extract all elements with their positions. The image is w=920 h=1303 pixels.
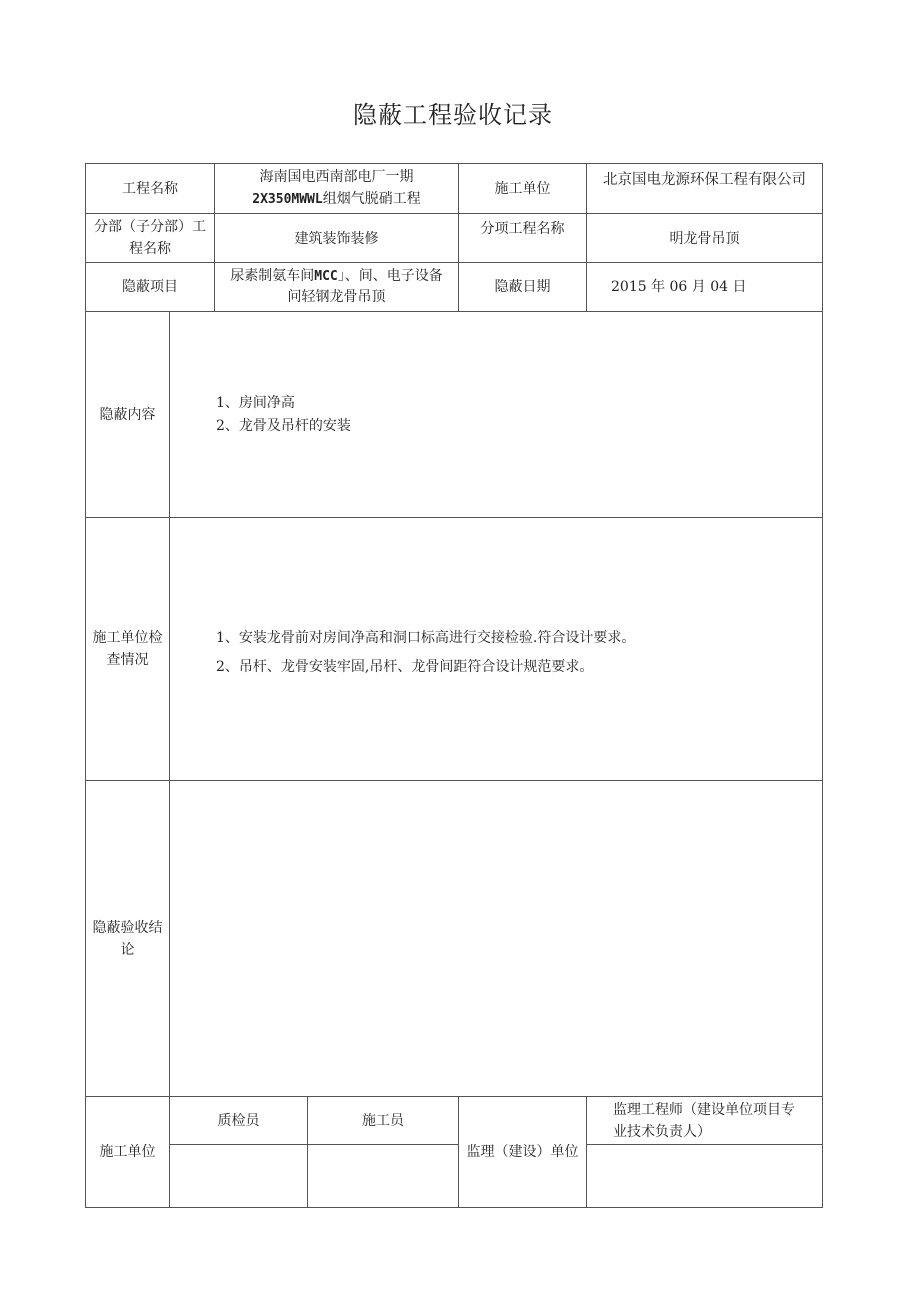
hidden-date-value: 2015 年 06 月 04 日 <box>611 279 747 295</box>
inspection-line: 2、吊杆、龙骨安装牢固,吊杆、龙骨间距符合设计规范要求。 <box>216 659 594 675</box>
hidden-content-line: 1、房间净高 <box>216 395 295 411</box>
project-name-label: 工程名称 <box>122 180 178 197</box>
hidden-content-line: 2、龙骨及吊杆的安装 <box>216 418 351 434</box>
subitem-value: 明龙骨吊顶 <box>669 231 740 247</box>
table-border-bottom <box>85 1207 823 1208</box>
contractor-label: 施工单位 <box>494 180 551 197</box>
conclusion-label-line2: 论 <box>120 941 135 958</box>
inspection-line: 1、安装龙骨前对房间净高和洞口标高进行交接检验.符合设计要求。 <box>216 630 636 646</box>
inspection-label <box>86 518 169 780</box>
division-value: 建筑装饰装修 <box>294 231 379 247</box>
hidden-item-line1-a: 尿素制氨车间 <box>230 268 315 284</box>
builder-label: 施工员 <box>362 1112 404 1129</box>
engineer-label-line1: 监理工程师（建设单位项目专 <box>613 1101 795 1118</box>
hidden-item-line1 <box>230 266 442 287</box>
document-title: 隐蔽工程验收记录 <box>353 101 553 129</box>
row-divider <box>85 780 823 781</box>
row-divider <box>85 517 823 518</box>
table-border-right <box>822 163 823 1208</box>
hidden-item-value <box>215 263 458 311</box>
engineer-label-line2: 业技术负责人） <box>613 1123 711 1140</box>
division-label <box>86 214 214 262</box>
inspection-label-line1: 施工单位检 <box>92 630 163 646</box>
project-code: 2X350MWWL <box>252 192 323 207</box>
builder-signature-field[interactable] <box>308 1145 458 1207</box>
engineer-signature-field[interactable] <box>587 1145 822 1207</box>
conclusion-label <box>86 781 169 1096</box>
qc-inspector-label: 质检员 <box>217 1112 260 1129</box>
project-name-line2-rest: 组烟气脱硝工程 <box>322 191 421 207</box>
project-name-line2 <box>252 188 420 211</box>
division-label-line1: 分部（子分部）工 <box>94 219 206 235</box>
hidden-item-line1-b: 」、间、电子设备 <box>337 268 443 284</box>
hidden-content-label: 隐蔽内容 <box>99 406 156 423</box>
supervision-unit-label: 监理（建设）单位 <box>466 1144 579 1160</box>
supervising-engineer-label <box>587 1097 822 1144</box>
subitem-label: 分项工程名称 <box>480 221 565 237</box>
hidden-content-body <box>216 392 351 438</box>
contractor-value: 北京国电龙源环保工程有限公司 <box>603 172 806 188</box>
division-label-line2: 程名称 <box>129 241 171 257</box>
project-name-value <box>215 164 458 213</box>
hidden-date-label: 隐蔽日期 <box>494 279 551 295</box>
signoff-contractor-label: 施工单位 <box>99 1144 156 1160</box>
qc-signature-field[interactable] <box>170 1145 307 1207</box>
col-divider <box>169 311 170 1208</box>
conclusion-label-line1: 隐蔽验收结 <box>92 919 163 936</box>
inspection-label-line2: 查情况 <box>106 652 149 668</box>
hidden-item-line2: 问轻钢龙骨吊顶 <box>287 289 386 305</box>
inspection-body <box>216 624 635 682</box>
hidden-item-code: MCC <box>314 269 338 284</box>
row-divider <box>85 311 823 312</box>
hidden-item-label: 隐蔽项目 <box>122 279 178 295</box>
project-name-line1: 海南国电西南部电厂一期 <box>259 169 414 185</box>
